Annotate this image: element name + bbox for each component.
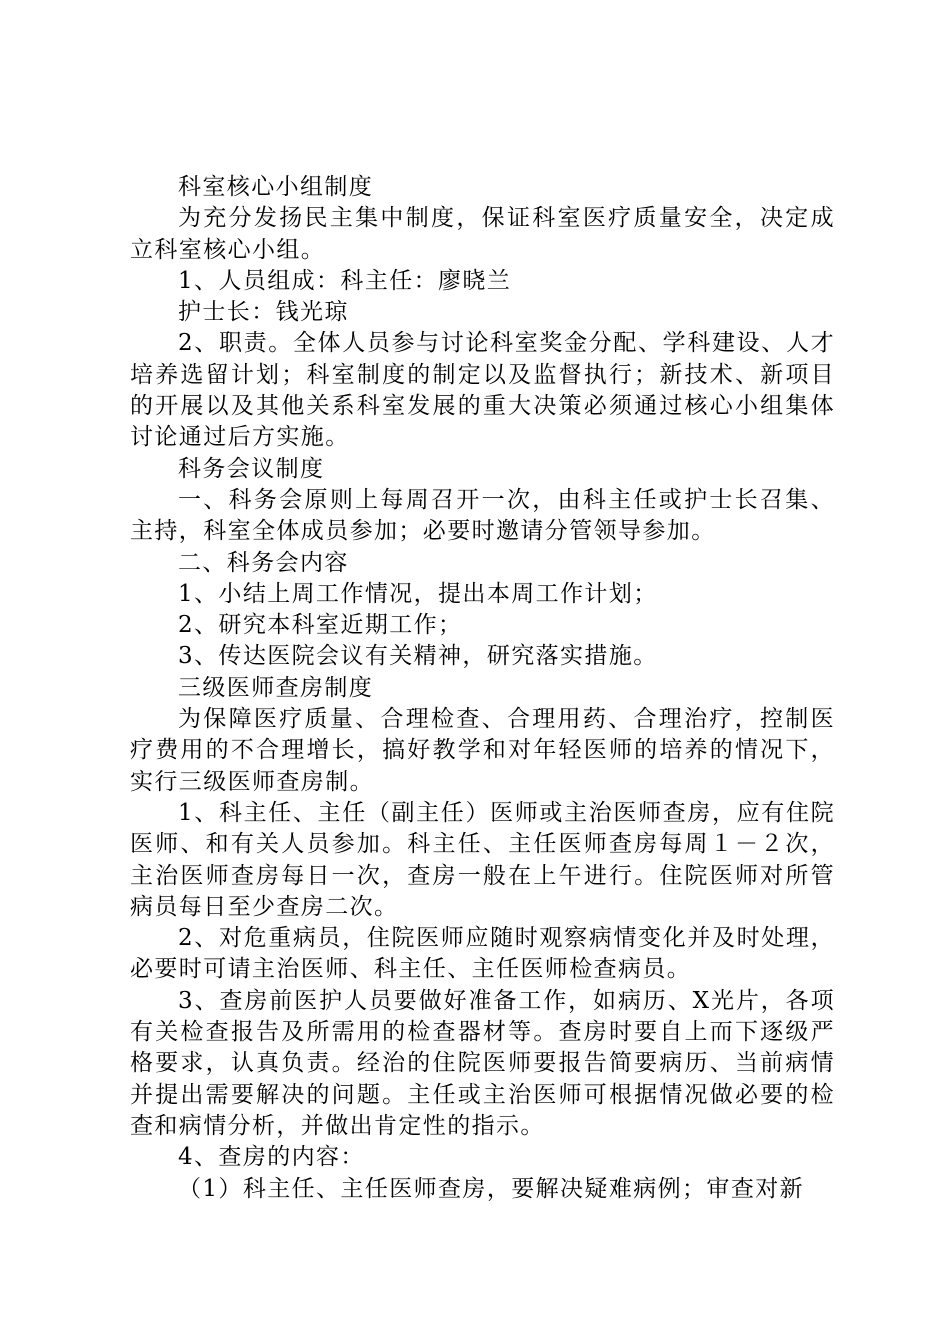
paragraph-ward-rounds-3: 3、查房前医护人员要做好准备工作，如病历、X光片，各项有关检查报告及所需用的检查器材等。查房时要自上而下逐级严格要求，认真负责。经治的住院医师要报告简要病历、当前病情并提出需要解决的问题。主任或主治医师可根据情况做必要的检查和病情分析，并做出肯定性的指示。	[130, 987, 835, 1139]
paragraph-core-group-purpose: 为充分发扬民主集中制度，保证科室医疗质量安全，决定成立科室核心小组。	[130, 205, 835, 263]
paragraph-ward-rounds-4-1: （1）科主任、主任医师查房，要解决疑难病例；审查对新	[178, 1175, 805, 1202]
paragraph-ward-rounds-4: 4、查房的内容：	[178, 1144, 365, 1171]
paragraph-meeting-rule-1: 一、科务会原则上每周召开一次，由科主任或护士长召集、主持，科室全体成员参加；必要时邀请分管领导参加。	[130, 486, 835, 545]
paragraph-meeting-item-1: 1、小结上周工作情况，提出本周工作计划；	[178, 580, 658, 607]
paragraph-duties: 2、职责。全体人员参与讨论科室奖金分配、学科建设、人才培养选留计划；科室制度的制定以及监督执行；新技术、新项目的开展以及其他关系科室发展的重大决策必须通过核心小组集体讨论通过后方实施。	[130, 330, 835, 451]
document-body	[130, 172, 835, 1205]
section-title-core-group: 科室核心小组制度	[178, 174, 374, 200]
paragraph-meeting-content-title: 二、科务会内容	[178, 549, 349, 576]
paragraph-head-nurse: 护士长：钱光琼	[178, 299, 349, 326]
section-title-ward-rounds: 三级医师查房制度	[178, 674, 374, 701]
paragraph-meeting-item-3: 3、传达医院会议有关精神，研究落实措施。	[178, 643, 658, 670]
paragraph-ward-rounds-1: 1、科主任、主任（副主任）医师或主治医师查房，应有住院医师、和有关人员参加。科主任、主任医师查房每周１－２次，主治医师查房每日一次，查房一般在上午进行。住院医师对所管病员每日至少查房二次。	[130, 799, 835, 920]
paragraph-members: 1、人员组成：科主任：廖晓兰	[178, 267, 512, 294]
paragraph-ward-rounds-purpose: 为保障医疗质量、合理检查、合理用药、合理治疗，控制医疗费用的不合理增长，搞好教学和对年轻医师的培养的情况下，实行三级医师查房制。	[130, 706, 835, 795]
paragraph-meeting-item-2: 2、研究本科室近期工作；	[178, 612, 463, 639]
paragraph-ward-rounds-2: 2、对危重病员，住院医师应随时观察病情变化并及时处理，必要时可请主治医师、科主任、主任医师检查病员。	[130, 925, 835, 983]
section-title-department-meeting: 科务会议制度	[178, 455, 325, 482]
